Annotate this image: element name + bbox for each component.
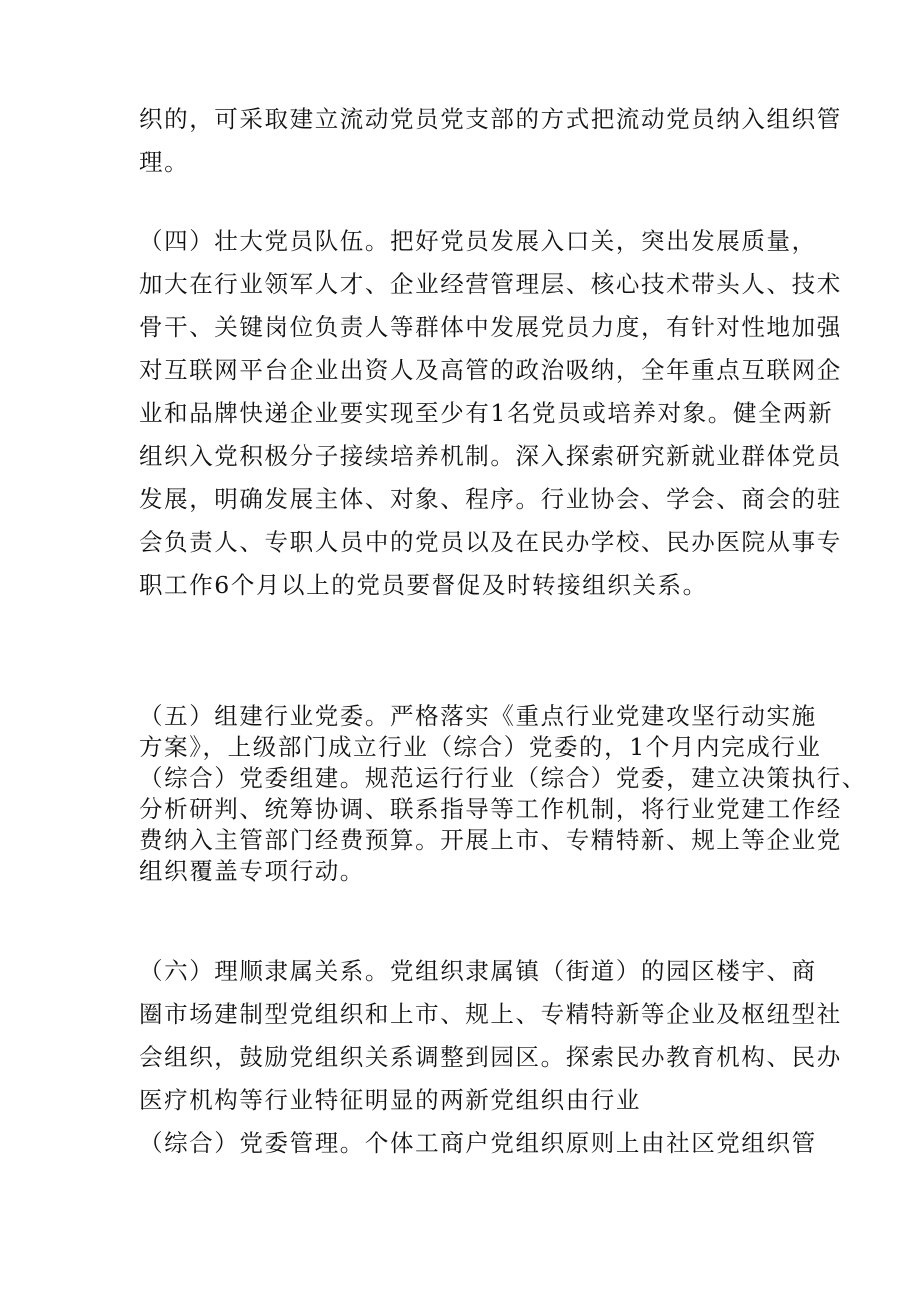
paragraph-section-four [139,220,842,607]
text-line: 方案》，上级部门成立行业（综合）党委的，1个月内完成行业 [139,733,822,761]
text-line: 职工作6个月以上的党员要督促及时转接组织关系。 [139,571,708,599]
text-line: 骨干、关键岗位负责人等群体中发展党员力度，有针对性地加强 [139,313,842,341]
text-line: （五）组建行业党委。严格落实《重点行业党建攻坚行动实施 [139,702,817,730]
text-line: （六）理顺隶属关系。党组织隶属镇（街道）的园区楼宇、商 [139,957,817,985]
text-line: 组织覆盖专项行动。 [139,857,365,885]
text-line: 分析研判、统筹协调、联系指导等工作机制，将行业党建工作经 [139,795,842,823]
text-line: 理。 [139,148,190,176]
text-line: （四）壮大党员队伍。把好党员发展入口关，突出发展质量， [139,227,817,255]
text-line: 会组织，鼓励党组织关系调整到园区。探索民办教育机构、民办 [139,1043,842,1071]
text-line: （综合）党委管理。个体工商户党组织原则上由社区党组织管 [139,1129,817,1157]
text-line: 费纳入主管部门经费预算。开展上市、专精特新、规上等企业党 [139,826,842,854]
paragraph-continuation [139,98,842,184]
text-line: 圈市场建制型党组织和上市、规上、专精特新等企业及枢纽型社 [139,1000,842,1028]
text-line: 加大在行业领军人才、企业经营管理层、核心技术带头人、技术 [139,270,842,298]
text-line: 织的，可采取建立流动党员党支部的方式把流动党员纳入组织管 [139,105,842,133]
text-line: 对互联网平台企业出资人及高管的政治吸纳，全年重点互联网企 [139,356,842,384]
paragraph-section-five [139,701,867,887]
text-line: 医疗机构等行业特征明显的两新党组织由行业 [139,1086,641,1114]
text-line: 业和品牌快递企业要实现至少有1名党员或培养对象。健全两新 [139,399,834,427]
text-line: 会负责人、专职人员中的党员以及在民办学校、民办医院从事专 [139,528,842,556]
text-line: 发展，明确发展主体、对象、程序。行业协会、学会、商会的驻 [139,485,842,513]
text-line: （综合）党委组建。规范运行行业（综合）党委，建立决策执行、 [139,764,867,792]
paragraph-section-six [139,950,842,1165]
text-line: 组织入党积极分子接续培养机制。深入探索研究新就业群体党员 [139,442,842,470]
